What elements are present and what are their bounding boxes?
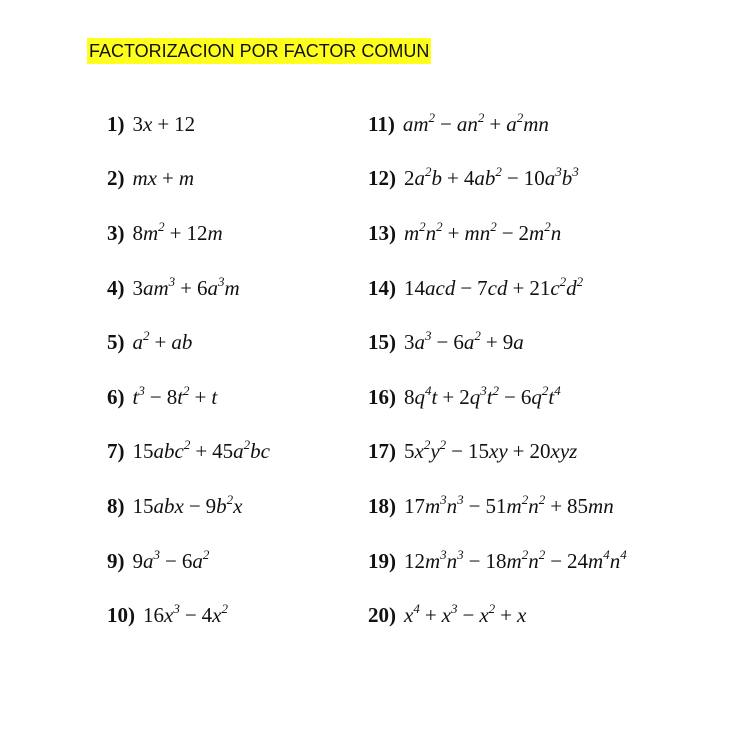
- exercise-expression: $m^2n^2 + mn^2 - 2m^2n$: [404, 218, 562, 245]
- exercise-item: [107, 534, 270, 589]
- exercise-number: 6): [107, 384, 125, 409]
- exercise-item: [368, 206, 627, 261]
- exercise-item: [368, 479, 627, 534]
- exercise-number: 16): [368, 384, 396, 409]
- exercise-number: 5): [107, 330, 125, 355]
- exercise-number: 19): [368, 548, 396, 573]
- exercise-expression: mx + m: [132, 166, 195, 191]
- exercise-expression: $3am^3 + 6a^3m$: [132, 273, 240, 300]
- exercise-item: [368, 588, 627, 643]
- exercise-expression: $9a^3 - 6a^2$: [132, 546, 210, 573]
- exercise-item: [368, 261, 627, 316]
- exercise-expression: $15abc^2 + 45a^2bc$: [132, 437, 270, 464]
- exercise-number: 9): [107, 548, 125, 573]
- exercise-item: [368, 97, 627, 152]
- exercise-number: 11): [368, 111, 395, 136]
- exercise-column-right: [368, 97, 627, 643]
- exercise-expression: $12m^3n^3 - 18m^2n^2 - 24m^4n^4$: [404, 546, 627, 573]
- exercise-number: 18): [368, 493, 396, 518]
- exercise-item: [107, 206, 270, 261]
- exercise-expression: $a^2$ + ab: [132, 328, 193, 355]
- exercise-item: [368, 152, 627, 207]
- exercise-item: [107, 588, 270, 643]
- exercise-number: 8): [107, 493, 125, 518]
- exercise-expression: $t^3 - 8t^2 + t$: [132, 382, 218, 409]
- exercise-expression: $x^4 + x^3 - x^2 + x$: [404, 601, 527, 628]
- exercise-expression: $14acd - 7cd + 21c^2d^2$: [404, 273, 584, 300]
- exercise-item: [107, 97, 270, 152]
- exercise-expression: $3a^3 - 6a^2 + 9a$: [404, 328, 524, 355]
- exercise-expression: 3x + 12: [132, 111, 196, 136]
- exercise-item: [368, 534, 627, 589]
- exercise-item: [107, 425, 270, 480]
- exercise-number: 20): [368, 603, 396, 628]
- exercise-number: 15): [368, 330, 396, 355]
- exercise-number: 3): [107, 220, 125, 245]
- exercise-expression: $5x^2y^2 - 15xy + 20xyz$: [404, 437, 578, 464]
- exercise-expression: $am^2 - an^2 + a^2mn$: [402, 109, 549, 136]
- exercise-number: 7): [107, 439, 125, 464]
- exercise-expression: $15abx - 9b^2x$: [132, 491, 243, 518]
- exercise-expression: $16x^3 - 4x^2$: [143, 601, 228, 628]
- exercise-expression: $17m^3n^3 - 51m^2n^2 + 85mn$: [404, 491, 614, 518]
- exercise-number: 10): [107, 603, 135, 628]
- exercise-item: [107, 370, 270, 425]
- exercise-item: [107, 152, 270, 207]
- exercise-column-left: [107, 97, 270, 643]
- exercise-item: [107, 479, 270, 534]
- exercise-number: 13): [368, 220, 396, 245]
- exercise-expression: $8m^2 + 12m$: [132, 218, 223, 245]
- exercise-number: 12): [368, 166, 396, 191]
- exercise-number: 14): [368, 275, 396, 300]
- exercise-item: [107, 261, 270, 316]
- exercise-number: 17): [368, 439, 396, 464]
- exercise-item: [368, 315, 627, 370]
- exercise-item: [107, 315, 270, 370]
- exercise-expression: $2a^2b + 4ab^2 - 10a^3b^3$: [404, 164, 579, 191]
- exercise-number: 4): [107, 275, 125, 300]
- exercise-item: [368, 425, 627, 480]
- exercise-item: [368, 370, 627, 425]
- exercise-expression: $8q^4t + 2q^3t^2 - 6q^2t^4$: [404, 382, 561, 409]
- exercise-number: 1): [107, 111, 125, 136]
- worksheet-title: FACTORIZACION POR FACTOR COMUN: [87, 38, 431, 64]
- exercise-number: 2): [107, 166, 125, 191]
